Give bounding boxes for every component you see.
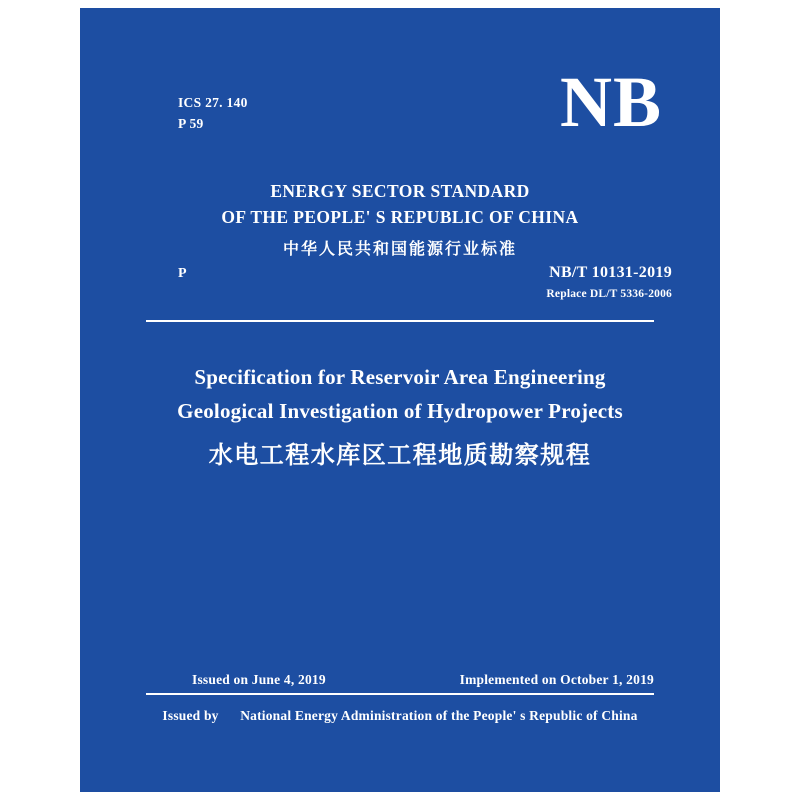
- divider-top: [146, 320, 654, 322]
- standard-number: NB/T 10131-2019: [549, 264, 672, 281]
- replaces-note: Replace DL/T 5336-2006: [546, 288, 672, 300]
- divider-bottom: [146, 693, 654, 695]
- heading-line-2: OF THE PEOPLE' S REPUBLIC OF CHINA: [221, 207, 579, 227]
- title-block: [80, 360, 720, 472]
- standard-cover: [80, 8, 720, 792]
- ics-code: ICS 27. 140: [178, 95, 248, 110]
- code-row: [80, 264, 720, 314]
- code-prefix: P: [178, 266, 187, 281]
- cover-top-row: [80, 62, 720, 158]
- heading-line-1: ENERGY SECTOR STANDARD: [270, 181, 530, 201]
- classification-code: P 59: [178, 116, 204, 131]
- issued-by-label: Issued by: [162, 708, 219, 723]
- standard-code-block: [546, 264, 672, 300]
- ics-block: [178, 92, 248, 134]
- heading-chinese: 中华人民共和国能源行业标准: [282, 241, 517, 258]
- standard-heading: [80, 178, 720, 261]
- implemented-on-date: Implemented on October 1, 2019: [459, 672, 654, 687]
- nb-logo: NB: [559, 62, 662, 142]
- issuer-row: [80, 708, 720, 724]
- issued-on-date: Issued on June 4, 2019: [192, 672, 326, 687]
- dates-row: [80, 672, 720, 694]
- title-en-line-1: Specification for Reservoir Area Engineering: [194, 365, 606, 389]
- title-zh: 水电工程水库区工程地质勘察规程: [208, 443, 592, 469]
- issuer-name: National Energy Administration of the People' s Republic of China: [240, 708, 638, 723]
- title-en-line-2: Geological Investigation of Hydropower Projects: [177, 399, 623, 423]
